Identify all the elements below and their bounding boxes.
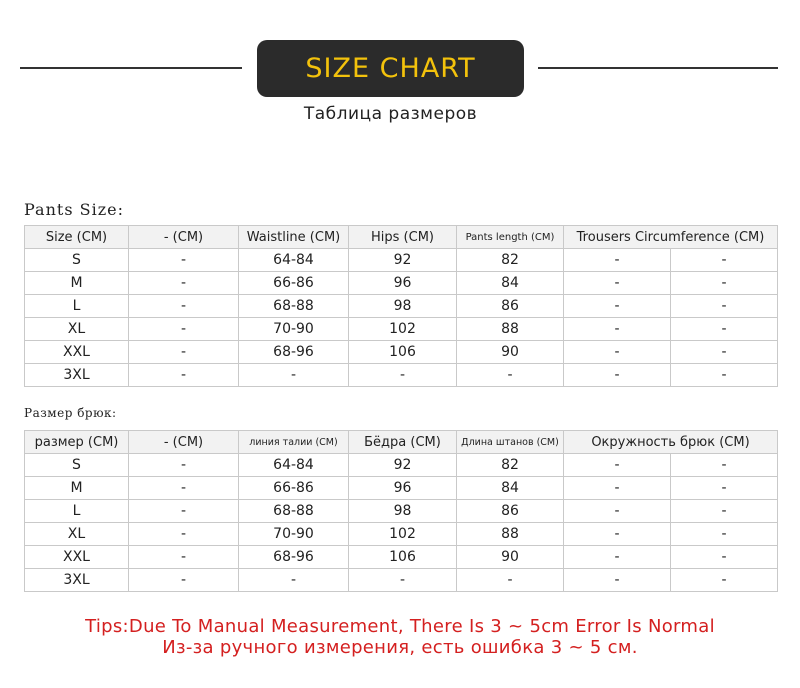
- table-cell: 98: [349, 295, 457, 318]
- header-cell: Hips (CM): [349, 226, 457, 249]
- page-subtitle: Таблица размеров: [303, 104, 478, 124]
- table-cell: 84: [457, 272, 564, 295]
- table-cell: M: [25, 477, 129, 500]
- table-cell: -: [564, 341, 671, 364]
- header-cell: - (CM): [129, 226, 239, 249]
- table-cell: -: [129, 364, 239, 387]
- size-table-russian: [24, 430, 778, 592]
- table-cell: -: [564, 500, 671, 523]
- table-row: [25, 341, 778, 364]
- table-cell: -: [564, 249, 671, 272]
- table-cell: 102: [349, 318, 457, 341]
- table-cell: 86: [457, 295, 564, 318]
- table-cell: -: [564, 318, 671, 341]
- header-cell: линия талии (CM): [239, 431, 349, 454]
- table-cell: -: [129, 341, 239, 364]
- table-cell: 68-88: [239, 295, 349, 318]
- table-cell: S: [25, 454, 129, 477]
- table-row: [25, 364, 778, 387]
- table-cell: 84: [457, 477, 564, 500]
- table-cell: -: [239, 569, 349, 592]
- table-cell: 96: [349, 477, 457, 500]
- title-badge: [257, 40, 524, 97]
- table-row: [25, 523, 778, 546]
- table-cell: -: [129, 523, 239, 546]
- table-cell: 90: [457, 341, 564, 364]
- header-cell: - (CM): [129, 431, 239, 454]
- table-cell: L: [25, 295, 129, 318]
- table-cell: 68-88: [239, 500, 349, 523]
- table-cell: 3XL: [25, 364, 129, 387]
- table-row: [25, 454, 778, 477]
- table-cell: -: [129, 477, 239, 500]
- table-cell: 96: [349, 272, 457, 295]
- header-cell: Бёдра (CM): [349, 431, 457, 454]
- table-row: [25, 272, 778, 295]
- table-cell: 3XL: [25, 569, 129, 592]
- table-cell: -: [671, 364, 778, 387]
- table-cell: -: [129, 249, 239, 272]
- table-cell: 68-96: [239, 546, 349, 569]
- header-cell: Trousers Circumference (CM): [564, 226, 778, 249]
- table-cell: 92: [349, 454, 457, 477]
- table-cell: 98: [349, 500, 457, 523]
- header-cell: Size (CM): [25, 226, 129, 249]
- table-cell: XL: [25, 318, 129, 341]
- table-cell: 66-86: [239, 272, 349, 295]
- table-cell: -: [129, 569, 239, 592]
- table-cell: -: [671, 249, 778, 272]
- table-cell: L: [25, 500, 129, 523]
- table-cell: XXL: [25, 546, 129, 569]
- table-cell: 70-90: [239, 318, 349, 341]
- table-cell: -: [129, 318, 239, 341]
- header-cell: Pants length (CM): [457, 226, 564, 249]
- table-cell: 102: [349, 523, 457, 546]
- table-cell: 68-96: [239, 341, 349, 364]
- table-row: [25, 318, 778, 341]
- table-cell: -: [671, 569, 778, 592]
- table-cell: -: [671, 500, 778, 523]
- table-cell: -: [129, 272, 239, 295]
- table-row: [25, 546, 778, 569]
- table-cell: S: [25, 249, 129, 272]
- table-cell: -: [564, 546, 671, 569]
- table-cell: 88: [457, 523, 564, 546]
- table-row: [25, 249, 778, 272]
- table-cell: 106: [349, 546, 457, 569]
- table-cell: 106: [349, 341, 457, 364]
- table-cell: -: [349, 569, 457, 592]
- table-cell: -: [671, 454, 778, 477]
- pants-size-label-ru: Размер брюк:: [24, 406, 117, 420]
- table-cell: -: [564, 295, 671, 318]
- pants-size-label: Pants Size:: [24, 200, 124, 219]
- table-cell: -: [671, 341, 778, 364]
- table-cell: -: [564, 477, 671, 500]
- table-cell: XL: [25, 523, 129, 546]
- page-title: SIZE CHART: [305, 53, 476, 84]
- table-cell: -: [671, 477, 778, 500]
- table-cell: -: [564, 454, 671, 477]
- table-row: [25, 295, 778, 318]
- table-cell: 66-86: [239, 477, 349, 500]
- table-row: [25, 477, 778, 500]
- table-cell: 88: [457, 318, 564, 341]
- table-cell: -: [564, 272, 671, 295]
- table-cell: -: [671, 295, 778, 318]
- table-cell: -: [129, 546, 239, 569]
- table-cell: 64-84: [239, 249, 349, 272]
- table-cell: -: [671, 318, 778, 341]
- table-cell: 82: [457, 454, 564, 477]
- table-cell: XXL: [25, 341, 129, 364]
- table-header-row: [25, 431, 778, 454]
- tips-english: Tips:Due To Manual Measurement, There Is 3 ~ 5cm Error Is Normal: [85, 616, 715, 637]
- table-cell: -: [349, 364, 457, 387]
- size-table-english: [24, 225, 778, 387]
- table-cell: -: [671, 523, 778, 546]
- table-cell: -: [457, 364, 564, 387]
- table-cell: -: [671, 272, 778, 295]
- table-cell: -: [671, 546, 778, 569]
- right-divider-line: [538, 67, 778, 69]
- table-cell: -: [564, 364, 671, 387]
- header-cell: Длина штанов (CM): [457, 431, 564, 454]
- left-divider-line: [20, 67, 242, 69]
- table-cell: 92: [349, 249, 457, 272]
- table-cell: 86: [457, 500, 564, 523]
- table-cell: -: [457, 569, 564, 592]
- table-cell: 82: [457, 249, 564, 272]
- table-cell: 90: [457, 546, 564, 569]
- table-row: [25, 500, 778, 523]
- tips-russian: Из-за ручного измерения, есть ошибка 3 ~ 5 см.: [162, 637, 638, 658]
- table-cell: -: [129, 500, 239, 523]
- table-cell: -: [129, 295, 239, 318]
- table-header-row: [25, 226, 778, 249]
- table-cell: -: [129, 454, 239, 477]
- table-cell: 64-84: [239, 454, 349, 477]
- table-cell: 70-90: [239, 523, 349, 546]
- table-cell: M: [25, 272, 129, 295]
- table-cell: -: [564, 569, 671, 592]
- table-row: [25, 569, 778, 592]
- header-cell: Окружность брюк (CM): [564, 431, 778, 454]
- table-cell: -: [564, 523, 671, 546]
- header-cell: размер (CM): [25, 431, 129, 454]
- table-cell: -: [239, 364, 349, 387]
- header-cell: Waistline (CM): [239, 226, 349, 249]
